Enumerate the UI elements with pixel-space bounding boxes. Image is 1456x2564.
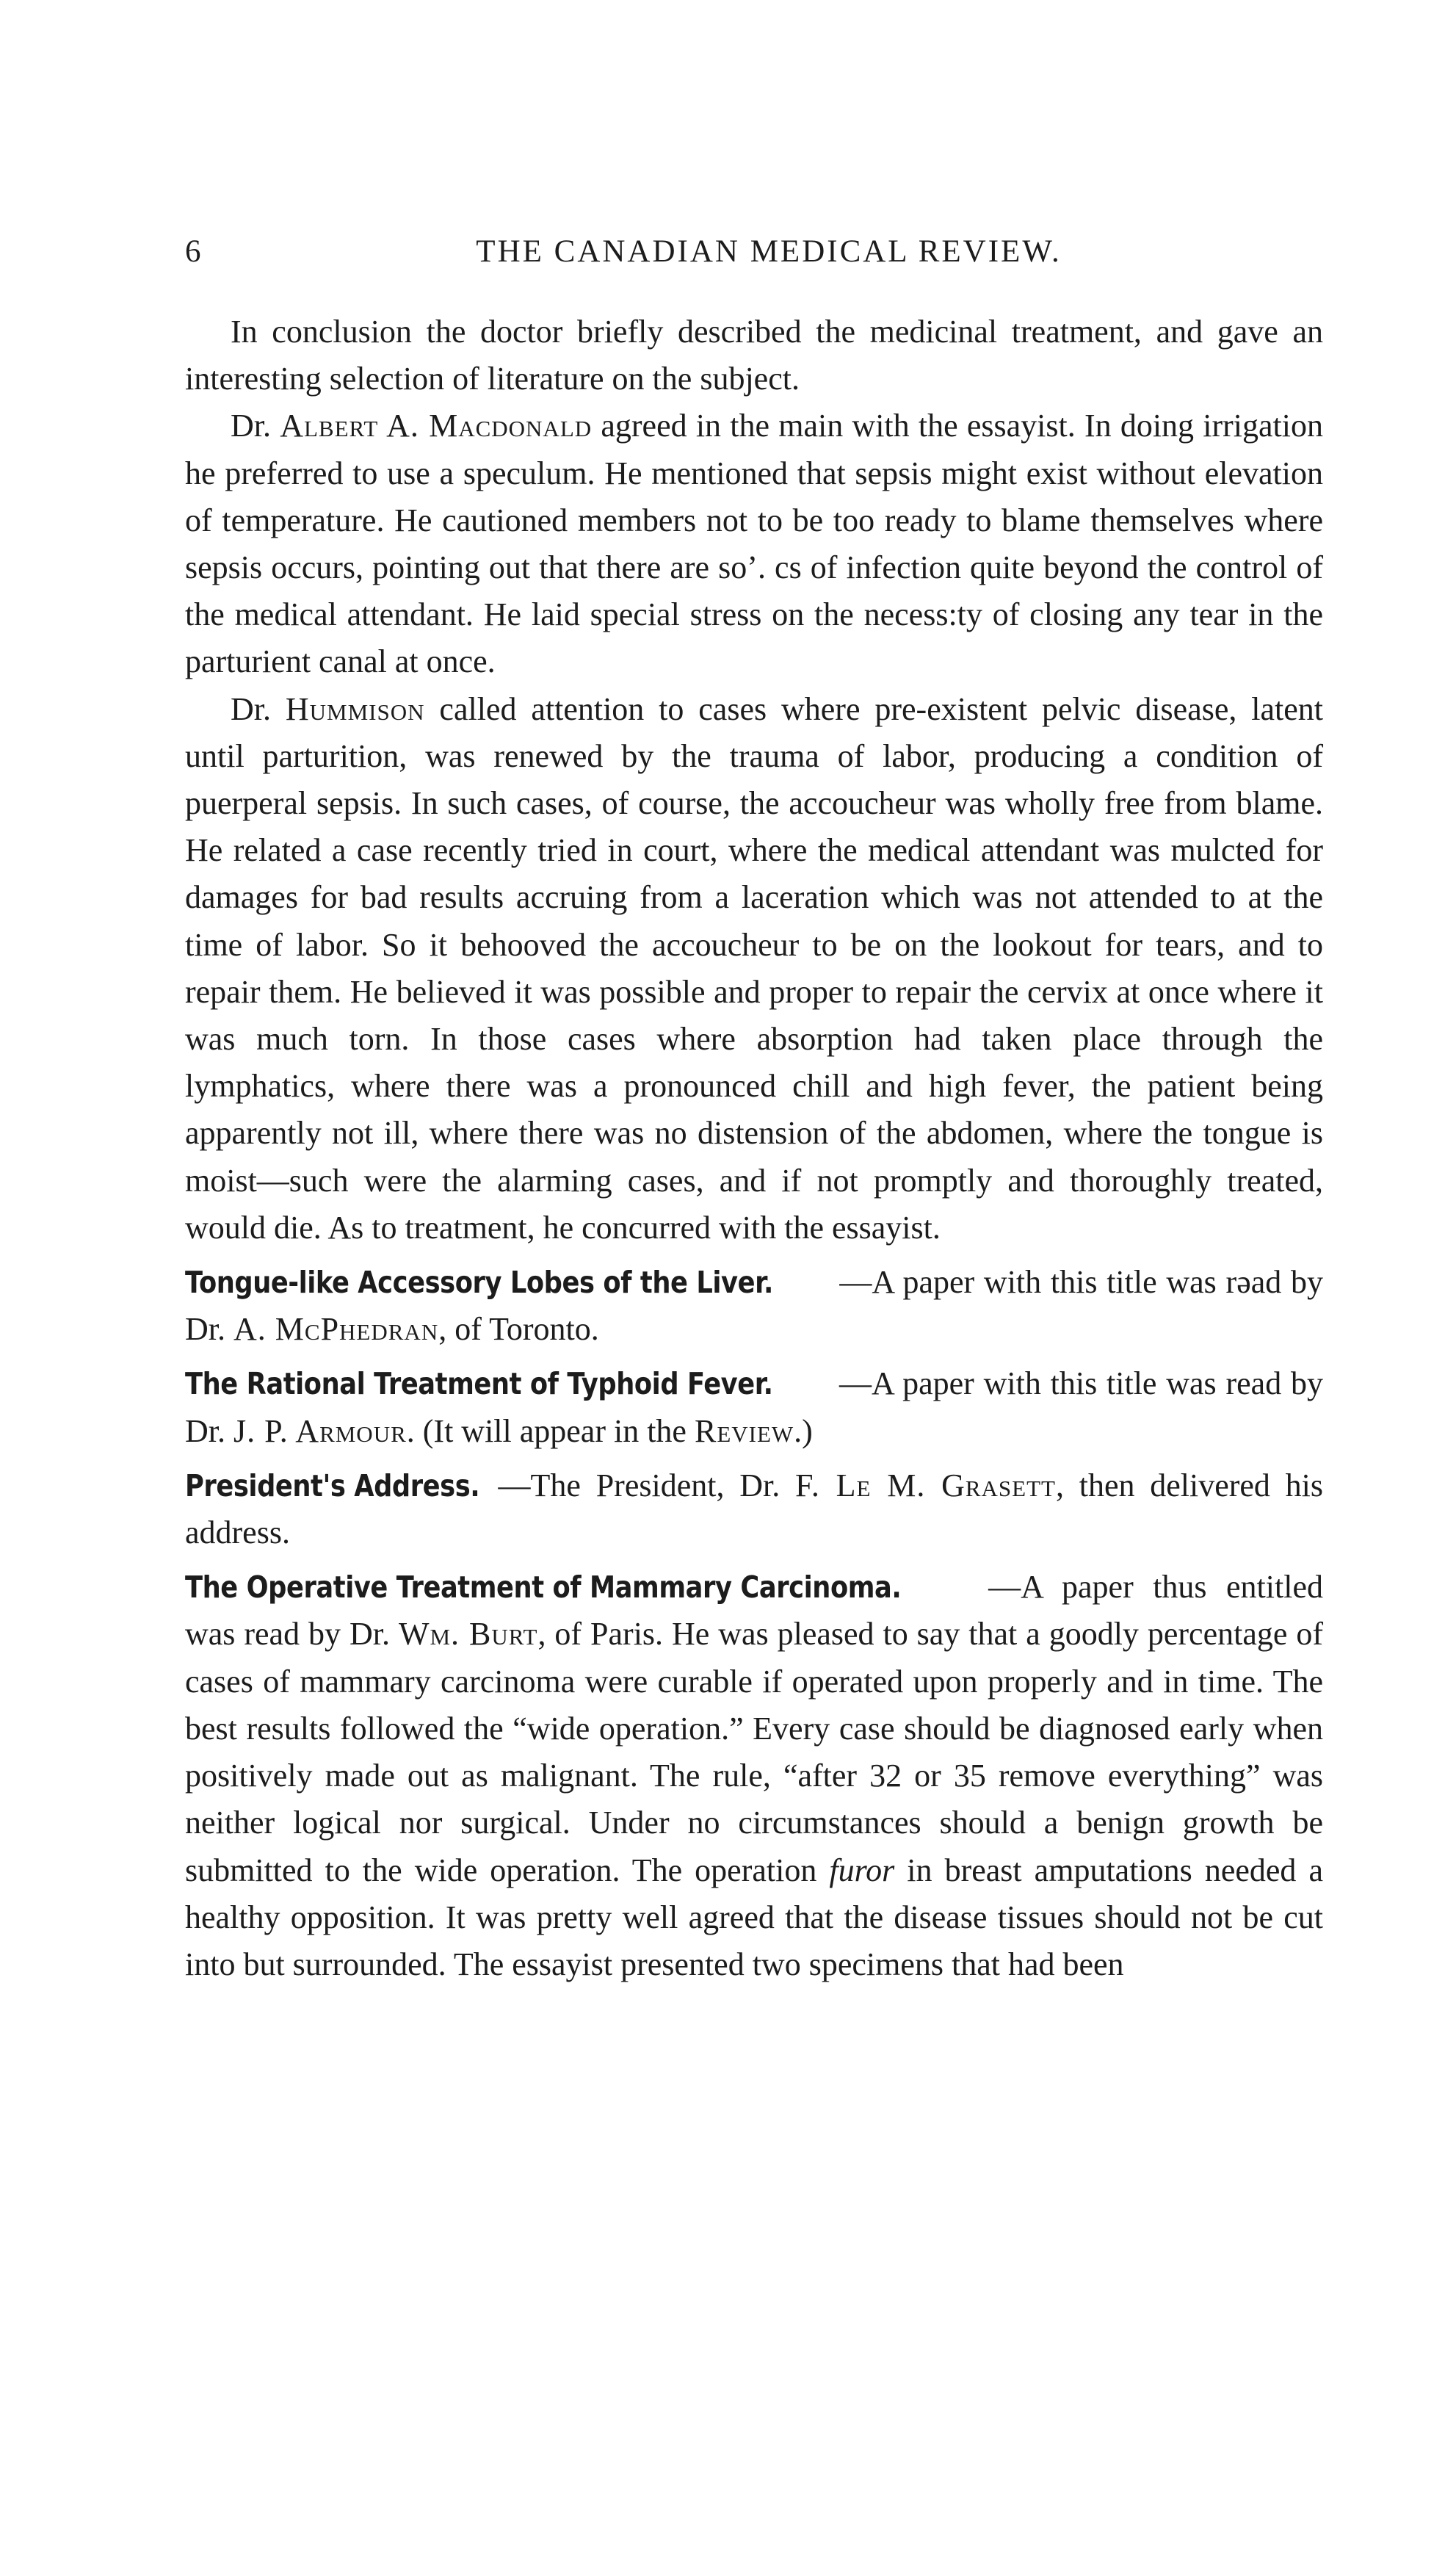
journal-title: THE CANADIAN MEDICAL REVIEW.: [476, 234, 1062, 269]
author-name: A. McPhedran: [233, 1311, 439, 1348]
section-text: , of Toronto.: [438, 1311, 599, 1348]
paragraph-text: called attention to cases where pre-existent pelvic disease, latent until parturition, was renewed by the trauma of labor, producing a condition of puerperal sepsis. In such cases, of course, the accoucheur was wholly free from blame. He related a case recently tried in court, where the medical attendant was mulcted for damages for bad results accruing from a laceration which was not attended to at the time of labor. So it behooved the accoucheur to be on the lookout for tears, and to repair them. He believed it was possible and proper to repair the cervix at once where it was much torn. In those cases where absorption had taken place through the lymphatics, where there was a pronounced chill and high fever, the patient being apparently not ill, where there was no distension of the abdomen, where the tongue is moist—such were the alarming cases, and if not promptly and thoroughly treated, would die. As to treatment, he concurred with the essayist.: [185, 690, 1324, 1246]
speaker-name: Hummison: [285, 690, 425, 727]
section-liver-lobes: [185, 1259, 1323, 1353]
section-text: —A paper with this title was read by Dr.: [185, 1365, 1323, 1449]
section-text: —A paper thus entitled was read by Dr.: [185, 1569, 1323, 1653]
paragraph-prefix: Dr.: [231, 408, 280, 444]
section-text: —The President, Dr.: [498, 1467, 795, 1503]
section-presidents-address: [185, 1462, 1323, 1556]
journal-name: Review: [694, 1412, 794, 1449]
section-typhoid: [185, 1360, 1323, 1454]
section-heading: Tongue-like Accessory Lobes of the Liver.: [185, 1265, 773, 1301]
author-name: F. Le M. Grasett: [794, 1467, 1056, 1503]
italic-term: furor: [829, 1852, 895, 1888]
section-heading: President's Address.: [185, 1467, 480, 1503]
paragraph-text: agreed in the main with the essayist. In doing irrigation he preferred to use a speculum. He mentioned that sepsis might exist without elevation of temperature. He cautioned members not to be too ready to blame themselves where sepsis occurs, pointing out that there are soʼ. сѕ of infection quite beyond the control of the medical attendant. He laid special stress on the necess:ty of closing any tear in the parturient canal at once.: [185, 408, 1323, 680]
section-heading: The Rational Treatment of Typhoid Fever.: [185, 1366, 773, 1402]
paragraph-text: In conclusion the doctor briefly described the medicinal treatment, and gave an interesting selection of literature on the subject.: [185, 314, 1323, 397]
section-text: , of Paris. He was pleased to say that a goodly percentage of cases of mammary carcinoma were curable if operated upon properly and in time. The best results followed the “wide operation.” Every case should be diagnosed early when positively made out as malignant. The rule, “after 32 or 35 remove everything” was neither logical nor surgical. Under no circumstances should a benign growth be submitted to the wide operation. The operation: [185, 1616, 1323, 1888]
section-text: . (It will appear in the: [406, 1412, 695, 1449]
body-text: [185, 308, 1323, 1988]
paragraph-prefix: Dr.: [231, 690, 286, 727]
section-text: .): [794, 1412, 813, 1449]
author-name: Wm. Burt: [398, 1616, 538, 1653]
paragraph-macdonald: [185, 402, 1323, 685]
paragraph-conclusion: [185, 308, 1323, 402]
section-text: —A paper with this title was rəad by Dr.: [185, 1264, 1323, 1348]
running-head: [185, 234, 1323, 278]
section-text: , then delivered his address.: [185, 1467, 1323, 1551]
author-name: J. P. Armour: [233, 1412, 407, 1449]
speaker-name: Albert A. Macdonald: [280, 408, 593, 444]
section-text: in breast amputations needed a healthy opposition. It was pretty well agreed that the disease tissues should not be cut into but surrounded. The essayist presented two specimens that had been: [185, 1852, 1323, 1982]
page-number: 6: [185, 234, 203, 269]
section-heading: The Operative Treatment of Mammary Carcinoma.: [185, 1570, 902, 1606]
paragraph-hummison: [185, 686, 1323, 1252]
section-mammary-carcinoma: [185, 1564, 1323, 1988]
